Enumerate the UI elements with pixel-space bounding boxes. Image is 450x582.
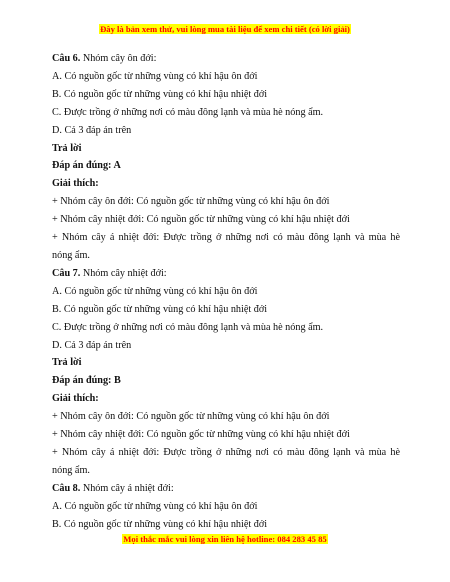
- explanation-heading: Giải thích:: [52, 178, 99, 190]
- question-line: [52, 50, 400, 68]
- question-number: Câu 8.: [52, 482, 81, 494]
- explanation-heading: Giải thích:: [52, 393, 99, 405]
- question-text: Nhóm cây á nhiệt đới:: [80, 482, 174, 494]
- answer-heading: Trả lời: [52, 142, 82, 154]
- explanation-line: + Nhóm cây á nhiệt đới: Được trồng ở những nơi có màu đông lạnh và mùa hè: [52, 232, 400, 244]
- question-text: Nhóm cây ôn đới:: [80, 53, 157, 64]
- question-line: [52, 265, 400, 283]
- question-number: Câu 7.: [52, 267, 81, 279]
- question-block: [52, 480, 400, 534]
- explanation-line: + Nhóm cây ôn đới: Có nguồn gốc từ những vùng có khí hậu ôn đới: [52, 411, 330, 423]
- document-body: [52, 50, 400, 533]
- option-d: D. Cả 3 đáp án trên: [52, 339, 132, 351]
- option-c: C. Được trồng ở những nơi có màu đông lạnh và mùa hè nóng ẩm.: [52, 106, 324, 118]
- option-d: D. Cả 3 đáp án trên: [52, 124, 132, 136]
- option-a: A. Có nguồn gốc từ những vùng có khí hậu ôn đới: [52, 70, 258, 82]
- explanation-line: + Nhóm cây ôn đới: Có nguồn gốc từ những vùng có khí hậu ôn đới: [52, 196, 330, 208]
- question-block: [52, 50, 400, 265]
- correct-answer: Đáp án đúng: A: [52, 160, 121, 172]
- explanation-line: + Nhóm cây á nhiệt đới: Được trồng ở những nơi có màu đông lạnh và mùa hè: [52, 446, 400, 458]
- preview-notice-text: Đây là bản xem thử, vui lòng mua tài liệu để xem chi tiết (có lời giải): [100, 24, 350, 34]
- question-text: Nhóm cây nhiệt đới:: [80, 267, 167, 279]
- option-c: C. Được trồng ở những nơi có màu đông lạnh và mùa hè nóng ẩm.: [52, 321, 324, 333]
- hotline-notice-banner: [0, 534, 450, 544]
- explanation-line: + Nhóm cây nhiệt đới: Có nguồn gốc từ những vùng có khí hậu nhiệt đới: [52, 429, 350, 441]
- correct-answer: Đáp án đúng: B: [52, 375, 121, 387]
- option-a: A. Có nguồn gốc từ những vùng có khí hậu ôn đới: [52, 285, 258, 297]
- hotline-notice-text: Mọi thắc mắc vui lòng xin liên hệ hotline: 084 283 45 85: [123, 534, 327, 544]
- explanation-line: + Nhóm cây nhiệt đới: Có nguồn gốc từ những vùng có khí hậu nhiệt đới: [52, 214, 350, 226]
- explanation-line: nóng ẩm.: [52, 249, 90, 261]
- explanation-line: nóng ẩm.: [52, 464, 90, 476]
- question-line: [52, 480, 400, 498]
- option-a: A. Có nguồn gốc từ những vùng có khí hậu ôn đới: [52, 500, 258, 512]
- option-b: B. Có nguồn gốc từ những vùng có khí hậu nhiệt đới: [52, 518, 268, 530]
- option-b: B. Có nguồn gốc từ những vùng có khí hậu nhiệt đới: [52, 303, 268, 315]
- question-block: [52, 265, 400, 480]
- preview-notice-banner: [0, 24, 450, 34]
- answer-heading: Trả lời: [52, 357, 82, 369]
- question-number: Câu 6.: [52, 53, 81, 64]
- option-b: B. Có nguồn gốc từ những vùng có khí hậu nhiệt đới: [52, 88, 268, 100]
